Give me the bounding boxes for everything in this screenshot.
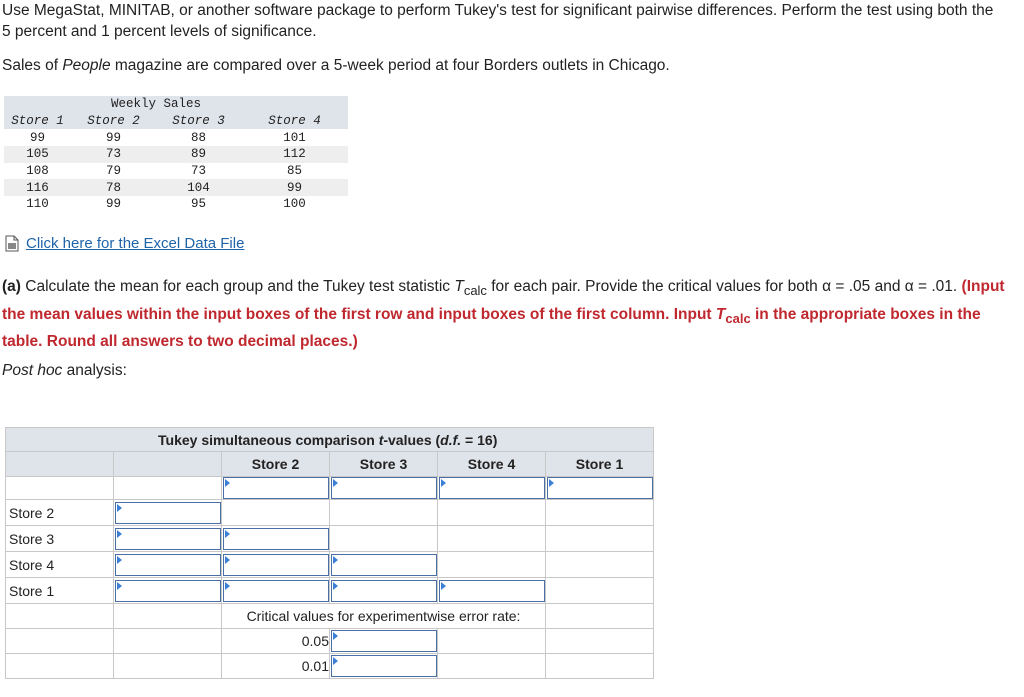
tcalc-input-4-3[interactable] [331,554,437,576]
col-header: Store 1 [546,452,654,477]
col-header: Store 4 [438,452,546,477]
row-label: Store 3 [6,526,114,552]
question-part-a: (a) Calculate the mean for each group and the Tukey test statistic $T_{calc}$ for each pair. Provide the critical values for both α = .05 and α = .01. (Input the mean values within the input boxes of the first row and input boxes of the first column. Input $T_{calc}$ in the appropriate boxes in the table. Round all answers to two decimal places.) [2,278,1005,351]
mean-input-row-store-3[interactable] [115,528,221,550]
sales-text-post: magazine are compared over a 5-week period at four Borders outlets in Chicago. [110,57,670,74]
col-header-store-1: Store 1 [11,114,64,129]
mean-input-store-2[interactable] [223,477,329,499]
excel-data-link[interactable] [4,235,244,252]
tcalc-input-4-2[interactable] [223,554,329,576]
excel-file-icon [4,235,20,252]
weekly-sales-header: Weekly Sales [110,97,201,112]
tcalc-input-3-2[interactable] [223,528,329,550]
tukey-table [5,427,654,679]
magazine-name: People [62,57,111,74]
mean-input-row-store-4[interactable] [115,554,221,576]
part-label: (a) [2,278,21,295]
critical-value-05-input[interactable] [331,630,437,652]
mean-input-row-store-1[interactable] [115,580,221,602]
tcalc-input-1-3[interactable] [331,580,437,602]
sales-text-pre: Sales of [2,57,63,74]
table-row: 105 73 89 112 [4,146,348,163]
table-row: 99 99 88 101 [29,130,306,145]
row-label: Store 1 [6,578,114,604]
table-row: 110 99 95 100 [26,197,306,212]
critical-value-01-input[interactable] [331,655,437,677]
critical-level-01: 0.01 [222,654,330,679]
instructions-line: Use MegaStat, MINITAB, or another software package to perform Tukey's test for significant pairwise differences. Perform the test using both the 5 percent and 1 percent levels of significance. [2,2,994,40]
col-header-store-4: Store 4 [268,114,321,129]
instructions-text [2,0,1002,42]
row-label: Store 4 [6,552,114,578]
col-header-store-2: Store 2 [87,114,140,129]
posthoc-label: Post hoc analysis: [2,362,127,379]
mean-input-store-1[interactable] [547,477,653,499]
sales-description [2,57,670,75]
row-label: Store 2 [6,500,114,526]
table-row: 116 78 104 99 [4,179,348,196]
mean-input-store-3[interactable] [331,477,437,499]
mean-input-row-store-2[interactable] [115,502,221,524]
col-header-store-3: Store 3 [172,114,225,129]
critical-values-title: Critical values for experimentwise error rate: [222,604,546,629]
mean-input-store-4[interactable] [439,477,545,499]
instruction-note: (Input the mean values within the input boxes of the first row and input boxes of the first column. Input $T_{calc}$ in the appropriate boxes in the table. Round all answers to two decimal places.) [2,278,1005,351]
col-header: Store 2 [222,452,330,477]
tcalc-input-1-2[interactable] [223,580,329,602]
critical-level-05: 0.05 [222,629,330,654]
weekly-sales-table [4,96,348,213]
col-header: Store 3 [330,452,438,477]
table-row: 108 79 73 85 [26,164,302,179]
excel-link-label: Click here for the Excel Data File [26,235,245,252]
tukey-title: Tukey simultaneous comparison t-values (d.f. = 16) [6,428,654,452]
tcalc-input-1-4[interactable] [439,580,545,602]
